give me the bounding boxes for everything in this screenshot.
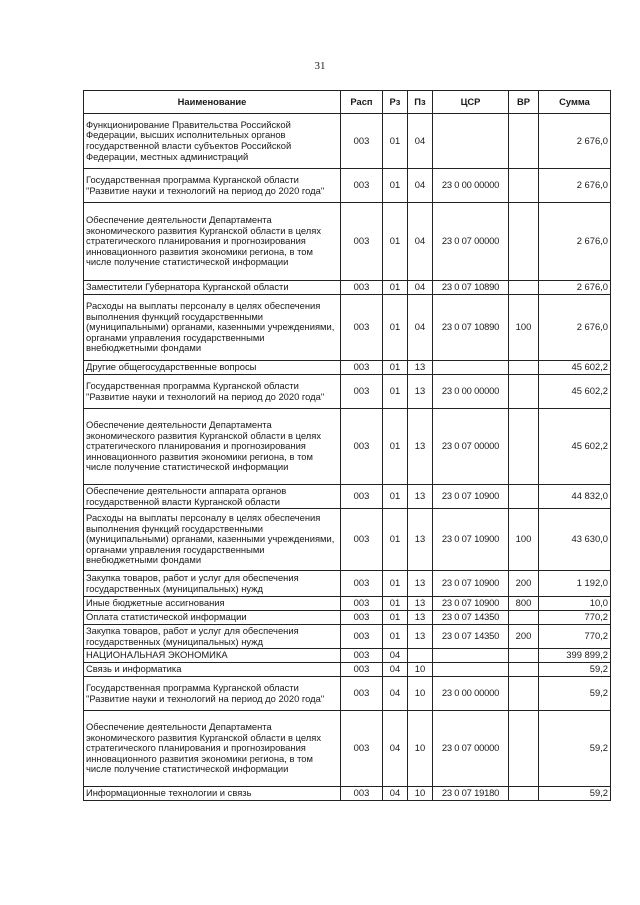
cell-vr xyxy=(509,711,539,787)
table-row xyxy=(84,649,611,663)
cell-rasp: 003 xyxy=(341,711,383,787)
cell-name: Закупка товаров, работ и услуг для обеспечения государственных (муниципальных) нужд xyxy=(84,571,341,597)
cell-sum: 2 676,0 xyxy=(539,169,611,203)
cell-csr: 23 0 00 00000 xyxy=(433,169,509,203)
cell-pz: 13 xyxy=(408,361,433,375)
cell-vr xyxy=(509,361,539,375)
cell-name: Государственная программа Курганской области "Развитие науки и технологий на период до 2020 года" xyxy=(84,677,341,711)
cell-vr xyxy=(509,649,539,663)
cell-pz xyxy=(408,649,433,663)
cell-rz: 01 xyxy=(383,611,408,625)
cell-pz: 04 xyxy=(408,203,433,281)
cell-rasp: 003 xyxy=(341,485,383,509)
cell-csr: 23 0 07 10900 xyxy=(433,571,509,597)
cell-rasp: 003 xyxy=(341,409,383,485)
cell-name: Оплата статистической информации xyxy=(84,611,341,625)
cell-pz: 13 xyxy=(408,611,433,625)
table-row xyxy=(84,677,611,711)
cell-csr: 23 0 07 14350 xyxy=(433,625,509,649)
cell-pz: 13 xyxy=(408,375,433,409)
cell-name: Обеспечение деятельности Департамента экономического развития Курганской области в целях стратегического планирования и прогнозирования инновационного развития экономики региона, в том числе получение статистической информации xyxy=(84,711,341,787)
table-row xyxy=(84,169,611,203)
cell-csr xyxy=(433,663,509,677)
cell-rz: 01 xyxy=(383,485,408,509)
cell-sum: 2 676,0 xyxy=(539,203,611,281)
header-sum: Сумма xyxy=(539,91,611,114)
cell-csr: 23 0 07 00000 xyxy=(433,711,509,787)
cell-rz: 04 xyxy=(383,663,408,677)
cell-rasp: 003 xyxy=(341,114,383,169)
cell-vr xyxy=(509,663,539,677)
table-row xyxy=(84,361,611,375)
cell-csr: 23 0 07 00000 xyxy=(433,203,509,281)
cell-rasp: 003 xyxy=(341,203,383,281)
cell-rz: 01 xyxy=(383,509,408,571)
cell-rasp: 003 xyxy=(341,611,383,625)
cell-name: Расходы на выплаты персоналу в целях обеспечения выполнения функций государственными (муниципальными) органами, казенными учреждениями, органами управления государственными внебюджетными фондами xyxy=(84,509,341,571)
cell-csr: 23 0 07 19180 xyxy=(433,787,509,801)
header-rz: Рз xyxy=(383,91,408,114)
cell-rz: 01 xyxy=(383,597,408,611)
cell-pz: 13 xyxy=(408,625,433,649)
cell-sum: 45 602,2 xyxy=(539,375,611,409)
cell-pz: 13 xyxy=(408,409,433,485)
cell-sum: 59,2 xyxy=(539,677,611,711)
table-row xyxy=(84,711,611,787)
cell-rz: 01 xyxy=(383,169,408,203)
cell-sum: 770,2 xyxy=(539,625,611,649)
cell-name: Обеспечение деятельности Департамента экономического развития Курганской области в целях стратегического планирования и прогнозирования инновационного развития экономики региона, в том числе получение статистической информации xyxy=(84,203,341,281)
cell-pz: 13 xyxy=(408,571,433,597)
cell-rz: 01 xyxy=(383,203,408,281)
cell-pz: 04 xyxy=(408,295,433,361)
cell-rz: 01 xyxy=(383,409,408,485)
cell-rz: 01 xyxy=(383,625,408,649)
cell-csr: 23 0 07 10890 xyxy=(433,295,509,361)
cell-pz: 10 xyxy=(408,677,433,711)
cell-csr: 23 0 00 00000 xyxy=(433,375,509,409)
table-row xyxy=(84,203,611,281)
table-row xyxy=(84,509,611,571)
cell-name: Расходы на выплаты персоналу в целях обеспечения выполнения функций государственными (муниципальными) органами, казенными учреждениями, органами управления государственными внебюджетными фондами xyxy=(84,295,341,361)
table-row xyxy=(84,281,611,295)
cell-vr: 800 xyxy=(509,597,539,611)
cell-vr: 200 xyxy=(509,625,539,649)
table-row xyxy=(84,787,611,801)
table-row xyxy=(84,625,611,649)
cell-vr xyxy=(509,485,539,509)
cell-vr xyxy=(509,203,539,281)
cell-name: Государственная программа Курганской области "Развитие науки и технологий на период до 2020 года" xyxy=(84,169,341,203)
table-row xyxy=(84,375,611,409)
cell-rz: 01 xyxy=(383,114,408,169)
table-row xyxy=(84,114,611,169)
table-row xyxy=(84,295,611,361)
cell-name: Обеспечение деятельности Департамента экономического развития Курганской области в целях стратегического планирования и прогнозирования инновационного развития экономики региона, в том числе получение статистической информации xyxy=(84,409,341,485)
cell-rz: 01 xyxy=(383,281,408,295)
cell-vr xyxy=(509,787,539,801)
header-vr: ВР xyxy=(509,91,539,114)
cell-sum: 43 630,0 xyxy=(539,509,611,571)
cell-pz: 10 xyxy=(408,663,433,677)
cell-rasp: 003 xyxy=(341,571,383,597)
cell-vr xyxy=(509,409,539,485)
cell-rasp: 003 xyxy=(341,597,383,611)
cell-rz: 01 xyxy=(383,361,408,375)
cell-csr: 23 0 07 10900 xyxy=(433,597,509,611)
cell-vr xyxy=(509,611,539,625)
cell-sum: 2 676,0 xyxy=(539,295,611,361)
cell-pz: 10 xyxy=(408,787,433,801)
cell-pz: 10 xyxy=(408,711,433,787)
cell-sum: 45 602,2 xyxy=(539,361,611,375)
table-row xyxy=(84,611,611,625)
cell-rz: 04 xyxy=(383,677,408,711)
cell-pz: 13 xyxy=(408,485,433,509)
cell-rasp: 003 xyxy=(341,375,383,409)
table-header-row xyxy=(84,91,611,114)
cell-pz: 13 xyxy=(408,509,433,571)
cell-csr xyxy=(433,649,509,663)
cell-sum: 59,2 xyxy=(539,663,611,677)
cell-name: Информационные технологии и связь xyxy=(84,787,341,801)
cell-vr: 200 xyxy=(509,571,539,597)
cell-pz: 13 xyxy=(408,597,433,611)
cell-sum: 59,2 xyxy=(539,711,611,787)
cell-rz: 01 xyxy=(383,571,408,597)
cell-name: Функционирование Правительства Российской Федерации, высших исполнительных органов государственной власти субъектов Российской Федерации, местных администраций xyxy=(84,114,341,169)
cell-rasp: 003 xyxy=(341,625,383,649)
cell-rasp: 003 xyxy=(341,787,383,801)
cell-name: Связь и информатика xyxy=(84,663,341,677)
cell-rasp: 003 xyxy=(341,169,383,203)
cell-sum: 10,0 xyxy=(539,597,611,611)
cell-sum: 59,2 xyxy=(539,787,611,801)
cell-rz: 01 xyxy=(383,375,408,409)
table-row xyxy=(84,485,611,509)
cell-csr: 23 0 07 00000 xyxy=(433,409,509,485)
cell-rasp: 003 xyxy=(341,649,383,663)
header-csr: ЦСР xyxy=(433,91,509,114)
header-pz: Пз xyxy=(408,91,433,114)
cell-vr xyxy=(509,114,539,169)
table-row xyxy=(84,409,611,485)
cell-sum: 399 899,2 xyxy=(539,649,611,663)
cell-name: Закупка товаров, работ и услуг для обеспечения государственных (муниципальных) нужд xyxy=(84,625,341,649)
cell-sum: 2 676,0 xyxy=(539,114,611,169)
cell-pz: 04 xyxy=(408,169,433,203)
cell-csr xyxy=(433,361,509,375)
cell-rz: 04 xyxy=(383,787,408,801)
cell-rz: 04 xyxy=(383,649,408,663)
table-row xyxy=(84,571,611,597)
cell-csr: 23 0 07 10890 xyxy=(433,281,509,295)
cell-pz: 04 xyxy=(408,114,433,169)
cell-vr: 100 xyxy=(509,509,539,571)
cell-rasp: 003 xyxy=(341,663,383,677)
cell-name: Иные бюджетные ассигнования xyxy=(84,597,341,611)
cell-csr: 23 0 07 10900 xyxy=(433,485,509,509)
budget-table xyxy=(83,90,611,801)
cell-sum: 2 676,0 xyxy=(539,281,611,295)
cell-vr xyxy=(509,281,539,295)
cell-vr xyxy=(509,677,539,711)
header-name: Наименование xyxy=(84,91,341,114)
cell-name: Обеспечение деятельности аппарата органов государственной власти Курганской области xyxy=(84,485,341,509)
cell-rasp: 003 xyxy=(341,295,383,361)
cell-csr xyxy=(433,114,509,169)
cell-csr: 23 0 07 10900 xyxy=(433,509,509,571)
cell-sum: 44 832,0 xyxy=(539,485,611,509)
cell-sum: 770,2 xyxy=(539,611,611,625)
cell-rasp: 003 xyxy=(341,361,383,375)
table-row xyxy=(84,663,611,677)
cell-vr xyxy=(509,169,539,203)
cell-pz: 04 xyxy=(408,281,433,295)
cell-csr: 23 0 00 00000 xyxy=(433,677,509,711)
page-number: 31 xyxy=(314,60,326,72)
cell-rz: 01 xyxy=(383,295,408,361)
header-rasp: Расп xyxy=(341,91,383,114)
cell-name: Заместители Губернатора Курганской области xyxy=(84,281,341,295)
cell-rasp: 003 xyxy=(341,677,383,711)
cell-name: НАЦИОНАЛЬНАЯ ЭКОНОМИКА xyxy=(84,649,341,663)
table-row xyxy=(84,597,611,611)
cell-name: Государственная программа Курганской области "Развитие науки и технологий на период до 2020 года" xyxy=(84,375,341,409)
cell-rasp: 003 xyxy=(341,281,383,295)
cell-sum: 1 192,0 xyxy=(539,571,611,597)
cell-name: Другие общегосударственные вопросы xyxy=(84,361,341,375)
cell-csr: 23 0 07 14350 xyxy=(433,611,509,625)
cell-vr: 100 xyxy=(509,295,539,361)
cell-sum: 45 602,2 xyxy=(539,409,611,485)
cell-vr xyxy=(509,375,539,409)
cell-rasp: 003 xyxy=(341,509,383,571)
cell-rz: 04 xyxy=(383,711,408,787)
